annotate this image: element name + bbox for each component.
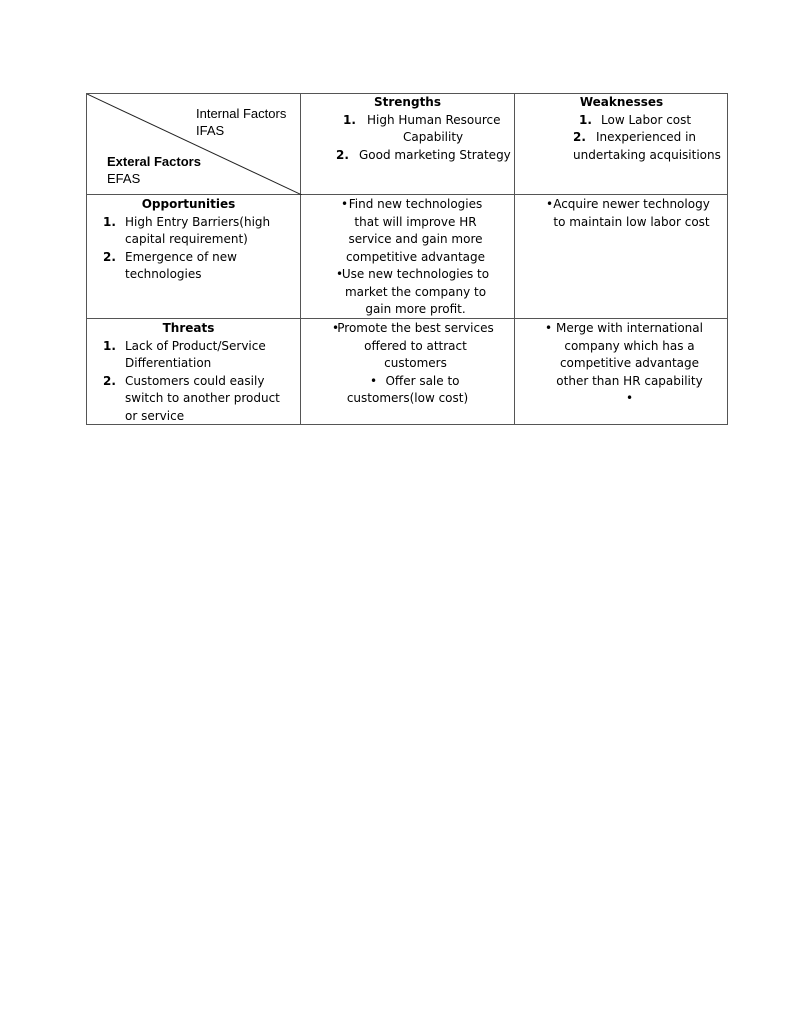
st-line: offered to attract	[364, 338, 467, 353]
weaknesses-item-1-text: Low Labor cost	[601, 112, 692, 127]
strengths-item-2-line-1: Good marketing Strategy	[359, 147, 511, 162]
weaknesses-item-1-number: 1.	[579, 112, 592, 127]
list-item-text: High Entry Barriers(high capital requirement)	[125, 214, 271, 246]
threats-list	[87, 338, 290, 426]
st-line: customers	[384, 356, 447, 370]
wo-line: Acquire newer technology	[553, 197, 710, 211]
opportunities-cell	[87, 196, 300, 284]
weaknesses-heading: Weaknesses	[579, 95, 664, 109]
opportunities-list	[87, 214, 290, 284]
external-factors-label	[107, 153, 201, 187]
st-strategy-item	[301, 320, 514, 373]
list-number: 1.	[103, 338, 116, 353]
bullet-icon: •	[546, 197, 554, 211]
so-line: Find new technologies	[348, 197, 483, 211]
strengths-item-2-number: 2.	[336, 147, 349, 162]
wo-strategy-item	[515, 196, 728, 231]
weaknesses-cell	[515, 94, 728, 164]
so-line: competitive advantage	[345, 249, 486, 264]
bullet-icon: •	[545, 321, 553, 335]
so-line: gain more profit.	[365, 302, 466, 316]
bullet-icon: •	[332, 321, 340, 335]
so-strategy-item	[301, 196, 514, 266]
list-number: 2.	[103, 373, 116, 388]
strengths-heading: Strengths	[374, 95, 441, 109]
st-continuation: customers(low cost)	[346, 391, 469, 405]
threats-item	[87, 338, 290, 373]
st-strategy-item	[301, 373, 514, 391]
bullet-icon: •	[336, 267, 344, 281]
opportunities-item	[87, 214, 290, 249]
internal-factors-abbr: IFAS	[196, 123, 225, 138]
external-factors-title: Exteral Factors	[107, 154, 201, 169]
st-strategies-cell	[301, 320, 514, 408]
wo-strategies-cell	[515, 196, 728, 231]
weaknesses-continuation: undertaking acquisitions	[573, 147, 721, 162]
list-item-text: Lack of Product/Service Differentiation	[125, 338, 266, 370]
wt-strategy-item	[515, 320, 728, 390]
internal-factors-title: Internal Factors	[196, 106, 287, 121]
so-strategy-item	[301, 266, 514, 319]
so-line: that will improve HR	[354, 214, 477, 229]
opportunities-heading: Opportunities	[141, 197, 236, 211]
weaknesses-item-2-number: 2.	[573, 130, 586, 144]
wt-line: other than HR capability	[556, 373, 703, 388]
so-line: service and gain more	[348, 232, 483, 246]
strengths-item-1-line-2: Capability	[403, 130, 464, 144]
weaknesses-item-2-text: Inexperienced in	[596, 130, 697, 144]
strengths-item-1-line-1: High Human Resource	[367, 112, 501, 127]
list-item-text: Customers could easily switch to another product or service	[125, 373, 280, 423]
bullet-icon: •	[370, 373, 378, 388]
opportunities-item	[87, 249, 290, 284]
st-line: Offer sale to	[385, 373, 460, 388]
so-line: Use new technologies to	[341, 267, 490, 281]
threats-cell	[87, 320, 300, 425]
list-number: 2.	[103, 249, 116, 264]
wo-line: to maintain low labor cost	[553, 214, 710, 229]
external-factors-abbr: EFAS	[107, 171, 141, 186]
threats-heading: Threats	[162, 321, 215, 335]
wt-line: competitive advantage	[559, 356, 700, 370]
internal-factors-label	[196, 105, 286, 139]
st-line: Promote the best services	[337, 321, 494, 335]
strengths-list	[301, 112, 514, 164]
so-line: market the company to	[344, 284, 487, 299]
weaknesses-list	[515, 112, 728, 164]
empty-bullet-icon: •	[625, 391, 634, 405]
strengths-item-1-number: 1.	[343, 112, 356, 127]
so-strategies-cell	[301, 196, 514, 319]
list-item-text: Emergence of new technologies	[125, 249, 237, 281]
strengths-cell	[301, 94, 514, 164]
bullet-icon: •	[341, 197, 349, 211]
wt-line: company which has a	[564, 338, 695, 353]
wt-line: Merge with international	[556, 321, 703, 335]
swot-matrix	[86, 93, 728, 425]
list-number: 1.	[103, 214, 116, 229]
wt-strategies-cell	[515, 320, 728, 408]
threats-item	[87, 373, 290, 426]
